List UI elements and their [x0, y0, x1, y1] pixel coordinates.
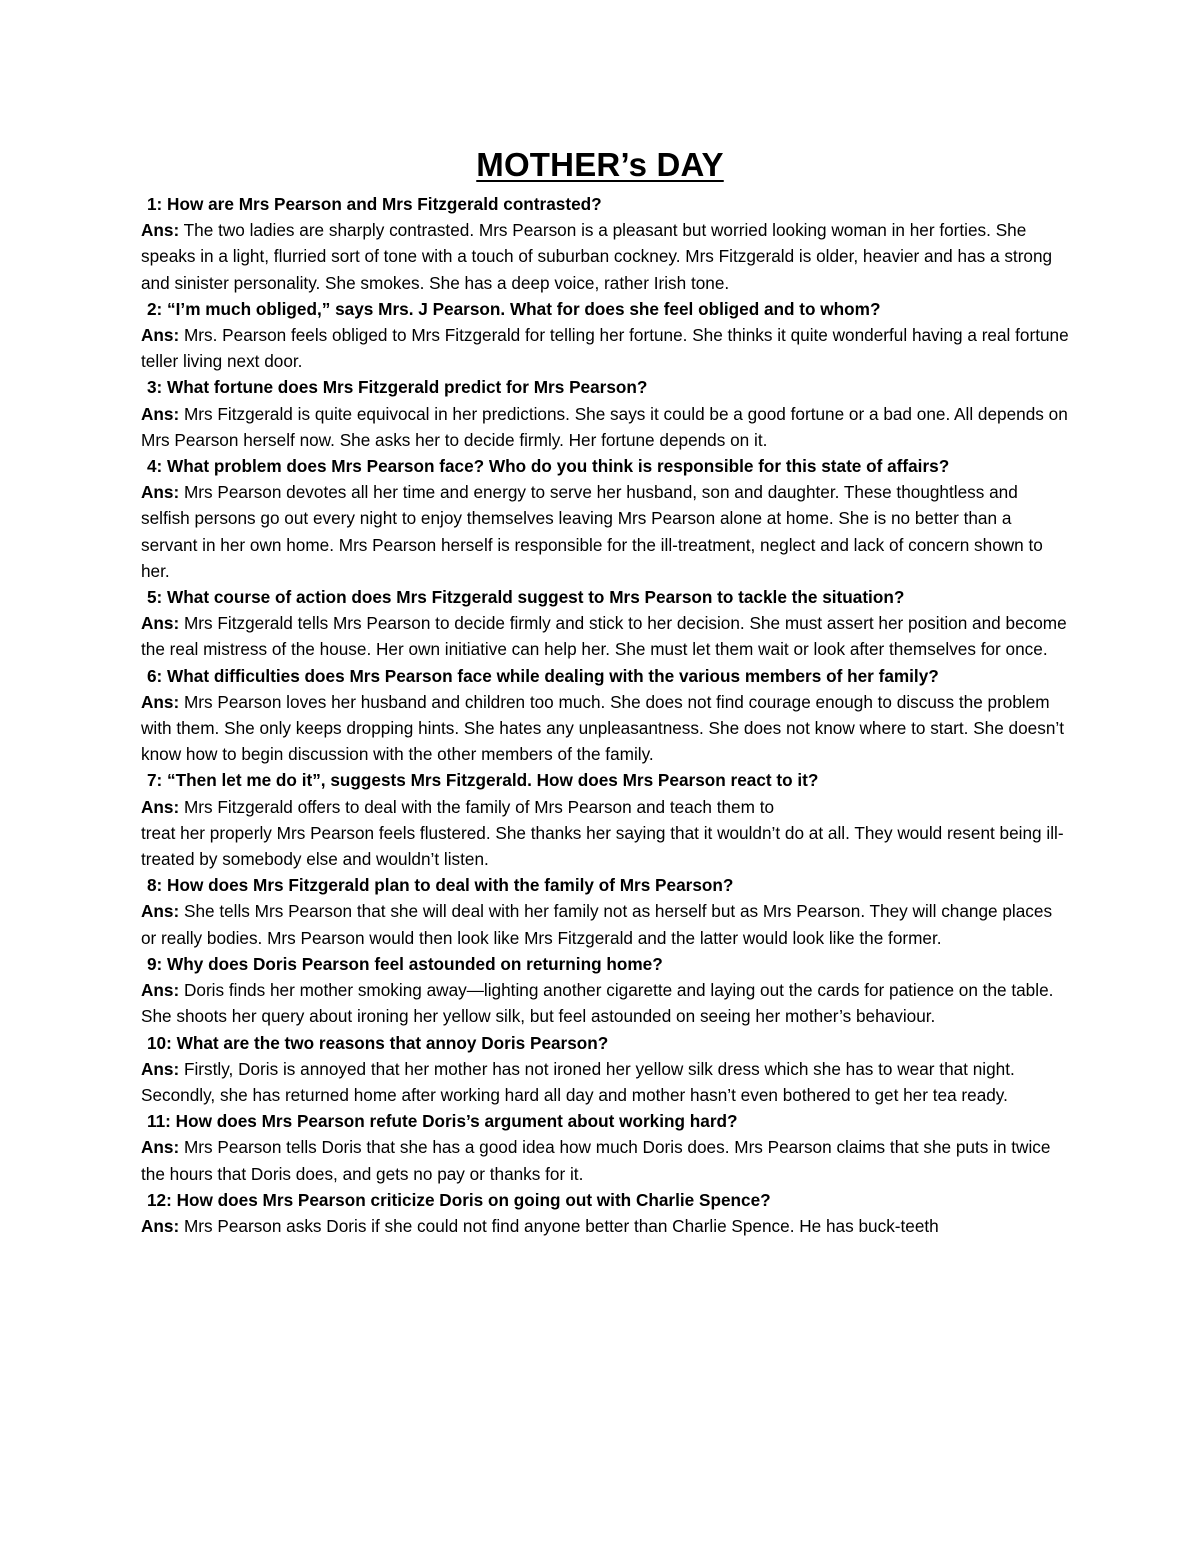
answer-text: Mrs Pearson asks Doris if she could not find anyone better than Charlie Spence. He has buck-teeth	[183, 1215, 939, 1236]
answer-11	[141, 1134, 1071, 1186]
question-7: 7: “Then let me do it”, suggests Mrs Fitzgerald. How does Mrs Pearson react to it?	[147, 770, 819, 791]
answer-7	[141, 794, 1071, 873]
qa-item	[141, 1187, 1071, 1239]
answer-6	[141, 689, 1071, 768]
answer-8	[141, 898, 1071, 950]
answer-text: Mrs Pearson devotes all her time and energy to serve her husband, son and daughter. These thoughtless and selfish persons go out every night to enjoy themselves leaving Mrs Pearson alone at home. She is no better than a servant in her own home. Mrs Pearson herself is responsible for the ill-treatment, neglect and lack of concern shown to her.	[141, 482, 1043, 581]
answer-text: The two ladies are sharply contrasted. Mrs Pearson is a pleasant but worried looking woman in her forties. She speaks in a light, flurried sort of tone with a touch of suburban cockney. Mrs Fitzgerald is older, heavier and has a strong and sinister personality. She smokes. She has a deep voice, rather Irish tone.	[141, 220, 1053, 293]
answer-label: Ans:	[141, 901, 180, 922]
question-8: 8: How does Mrs Fitzgerald plan to deal with the family of Mrs Pearson?	[147, 875, 734, 896]
answer-text: Mrs Fitzgerald offers to deal with the family of Mrs Pearson and teach them to treat her properly Mrs Pearson feels flustered. She thanks her saying that it wouldn’t do at all. They would resent being ill-treated by somebody else and wouldn’t listen.	[141, 796, 1064, 870]
answer-label: Ans:	[141, 1058, 180, 1079]
qa-list	[141, 191, 1071, 1239]
answer-label: Ans:	[141, 613, 180, 634]
question-3: 3: What fortune does Mrs Fitzgerald predict for Mrs Pearson?	[147, 377, 648, 398]
question-2: 2: “I’m much obliged,” says Mrs. J Pearson. What for does she feel obliged and to whom?	[147, 298, 881, 319]
qa-item	[141, 1108, 1071, 1187]
page-title: MOTHER’s DAY	[476, 146, 724, 183]
answer-10	[141, 1056, 1071, 1108]
qa-item	[141, 453, 1071, 584]
answer-label: Ans:	[141, 1215, 180, 1236]
answer-text: Mrs. Pearson feels obliged to Mrs Fitzgerald for telling her fortune. She thinks it quite wonderful having a real fortune teller living next door.	[141, 325, 1069, 372]
answer-text: Mrs Fitzgerald is quite equivocal in her predictions. She says it could be a good fortune or a bad one. All depends on Mrs Pearson herself now. She asks her to decide firmly. Her fortune depends on it.	[141, 403, 1068, 450]
answer-label: Ans:	[141, 980, 180, 1001]
answer-2	[141, 322, 1071, 374]
question-5: 5: What course of action does Mrs Fitzgerald suggest to Mrs Pearson to tackle the situation?	[147, 587, 905, 608]
answer-label: Ans:	[141, 325, 180, 346]
answer-9	[141, 977, 1071, 1029]
answer-text: Mrs Pearson tells Doris that she has a good idea how much Doris does. Mrs Pearson claims that she puts in twice the hours that Doris does, and gets no pay or thanks for it.	[141, 1137, 1051, 1184]
answer-12	[141, 1213, 1071, 1239]
answer-5	[141, 610, 1071, 662]
answer-text: Firstly, Doris is annoyed that her mother has not ironed her yellow silk dress which she has to wear that night. Secondly, she has returned home after working hard all day and mother hasn’t even bothered to get her tea ready.	[141, 1058, 1015, 1105]
question-10: 10: What are the two reasons that annoy Doris Pearson?	[147, 1032, 609, 1053]
question-4: 4: What problem does Mrs Pearson face? Who do you think is responsible for this state of affairs?	[147, 456, 950, 477]
question-9: 9: Why does Doris Pearson feel astounded on returning home?	[147, 953, 663, 974]
qa-item	[141, 872, 1071, 951]
answer-text: Mrs Pearson loves her husband and children too much. She does not find courage enough to discuss the problem with them. She only keeps dropping hints. She hates any unpleasantness. She does not know where to start. She doesn’t know how to begin discussion with the other members of the family.	[141, 691, 1064, 765]
qa-item	[141, 1030, 1071, 1109]
answer-3	[141, 401, 1071, 453]
qa-item	[141, 951, 1071, 1030]
answer-label: Ans:	[141, 1137, 180, 1158]
answer-label: Ans:	[141, 403, 180, 424]
qa-item	[141, 191, 1071, 296]
question-1: 1: How are Mrs Pearson and Mrs Fitzgerald contrasted?	[147, 194, 602, 214]
question-6: 6: What difficulties does Mrs Pearson face while dealing with the various members of her family?	[147, 665, 939, 686]
answer-text: She tells Mrs Pearson that she will deal with her family not as herself but as Mrs Pearson. They will change places or really bodies. Mrs Pearson would then look like Mrs Fitzgerald and the latter would look like the former.	[141, 901, 1053, 948]
answer-label: Ans:	[141, 220, 180, 241]
qa-item	[141, 584, 1071, 663]
qa-item	[141, 296, 1071, 375]
question-11: 11: How does Mrs Pearson refute Doris’s argument about working hard?	[147, 1111, 738, 1132]
qa-item	[141, 663, 1071, 768]
answer-label: Ans:	[141, 482, 180, 503]
question-12: 12: How does Mrs Pearson criticize Doris on going out with Charlie Spence?	[147, 1189, 771, 1210]
answer-label: Ans:	[141, 796, 180, 817]
answer-text: Doris finds her mother smoking away—lighting another cigarette and laying out the cards for patience on the table. She shoots her query about ironing her yellow silk, but feel astounded on seeing her mother’s behaviour.	[141, 980, 1054, 1027]
answer-1	[141, 217, 1071, 296]
answer-4	[141, 479, 1071, 584]
qa-item	[141, 767, 1071, 872]
answer-text: Mrs Fitzgerald tells Mrs Pearson to decide firmly and stick to her decision. She must assert her position and become the real mistress of the house. Her own initiative can help her. She must let them wait or look after themselves for once.	[141, 613, 1067, 660]
qa-item	[141, 374, 1071, 453]
answer-label: Ans:	[141, 691, 180, 712]
